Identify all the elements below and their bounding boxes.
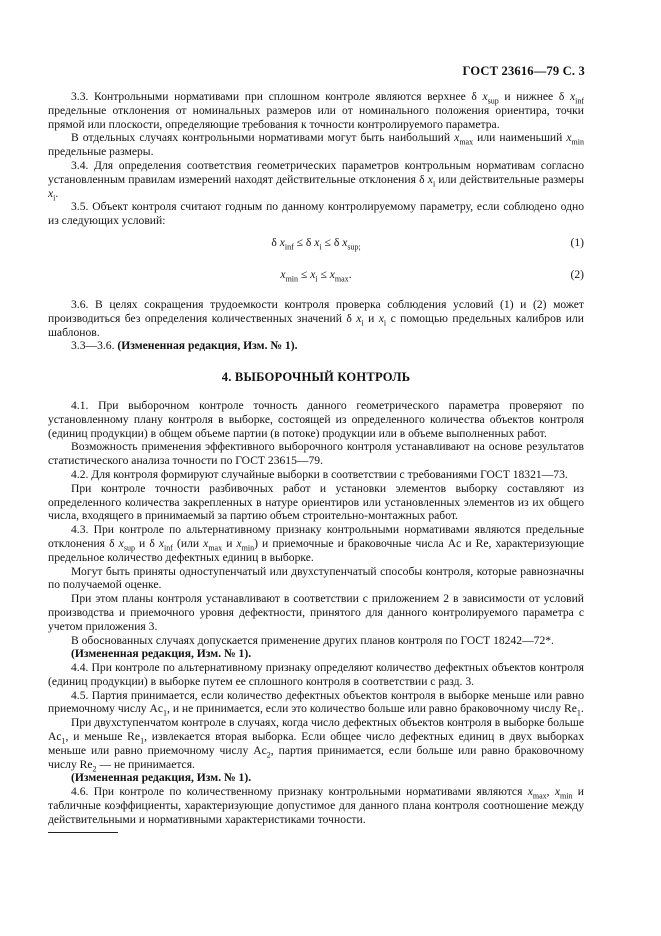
formula-1: δ $x_{inf} \le \delta$ $x_i \le \delta$ $x_{sup;}$ (1): [271, 235, 584, 252]
formula-2: $x_{min} \le x_i \le x_{max}$. (2): [280, 267, 584, 284]
paragraph-4-1: 4.1. При выборочном контроле точность данного геометрического параметра проверяют по установленному плану контроля в выборке, состоящей из определенного количества объектов контроля (единиц продукции) в общем объеме партии (в потоке) продукции или в объеме выполненных работ.: [48, 398, 584, 440]
section-title: 4. ВЫБОРОЧНЫЙ КОНТРОЛЬ: [221, 370, 411, 385]
amendment-note: 3.3—3.6. (Измененная редакция, Изм. № 1).: [71, 339, 298, 353]
formula-number: (2): [570, 267, 584, 281]
paragraph-4-3-other: В обоснованных случаях допускается применение других планов контроля по ГОСТ 18242—72*.: [71, 633, 554, 647]
paragraph-3-5: 3.5. Объект контроля считают годным по данному контролируемому параметру, если соблюдено одно из следующих условий:: [48, 200, 584, 228]
paragraph-4-1-cont: Возможность применения эффективного выборочного контроля устанавливают на основе результатов статистического анализа точности по ГОСТ 23615—79.: [48, 440, 584, 468]
paragraph-4-3-cont: Могут быть приняты одноступенчатый или двухступенчатый способы контроля, которые равнозначны по получаемой оценке.: [48, 564, 584, 592]
document-body: [48, 90, 584, 827]
amendment-note: (Измененная редакция, Изм. № 1).: [71, 647, 252, 661]
paragraph-3-4: 3.4. Для определения соответствия геометрических параметров контрольным нормативам согласно установленным правилам измерений находят действительные отклонения δ $x_i$ или действительные размеры $x_i$.: [48, 158, 584, 202]
paragraph-4-3-plans: При этом планы контроля устанавливают в соответствии с приложением 2 в зависимости от условий производства и приемочного уровня дефектности, принятого для данного контролируемого параметра с учетом приложения 3.: [48, 592, 584, 633]
paragraph-4-6: 4.6. При контроле по количественному признаку контрольными нормативами являются $x_{max}$, $x_{min}$ и табличные коэффициенты, характеризующие допустимое для данного плана контроля соотношение между действительными и нормативными характеристиками точности.: [48, 785, 585, 826]
paragraph-3-6: 3.6. В целях сокращения трудоемкости контроля проверка соблюдения условий (1) и (2) может производиться без определения количественных значений δ $x_i$ и $x_i$ с помощью предельных калибров или шаблонов.: [48, 297, 584, 339]
footnote-divider: [48, 832, 118, 833]
paragraph-3-3-cont: В отдельных случаях контрольными нормативами могут быть наибольший $x_{max}$ или наименьший $x_{min}$ предельные размеры.: [48, 131, 584, 159]
page-header: ГОСТ 23616—79 С. 3: [462, 64, 585, 78]
paragraph-4-5-cont: При двухступенчатом контроле в случаях, когда число дефектных объектов контроля в выборке больше $Ac_1$, и меньше $Re_1$, извлекается вторая выборка. Если общее число дефектных единиц в двух выборках меньше или равно приемочному числу $Ac_2$, партия принимается, если больше или равно браковочному числу $Re_2$ — не принимается.: [48, 716, 584, 773]
paragraph-4-3: 4.3. При контроле по альтернативному признаку контрольными нормативами являются предельные отклонения δ $x_{sup}$ и δ $x_{inf}$ (или $x_{max}$ и $x_{min}$) и приемочные и браковочные числа Ac и Re, характеризующие предельное количество дефектных единиц в выборке.: [48, 523, 584, 564]
paragraph-4-5: 4.5. Партия принимается, если количество дефектных объектов контроля в выборке меньше или равно приемочному числу $Ac_1$, и не принимается, если это количество больше или равно браковочному числу $Re_1$.: [48, 688, 584, 718]
formula-number: (1): [570, 235, 584, 249]
paragraph-3-3: 3.3. Контрольными нормативами при сплошном контроле являются верхнее δ $x_{sup}$ и нижнее δ $x_{inf}$ предельные отклонения от номинальных размеров или от номинального положения ориентира, точки прямой или плоскости, определяющие требования к точности контролируемого параметра.: [48, 90, 584, 131]
paragraph-4-2-cont: При контроле точности разбивочных работ и установки элементов выборку составляют из определенного количества закрепленных в натуре ориентиров или установленных элементов из их общего числа, входящего в принимаемый за партию объем строительно-монтажных работ.: [48, 481, 584, 523]
paragraph-4-4: 4.4. При контроле по альтернативному признаку определяют количество дефектных объектов контроля (единиц продукции) в выборке путем ее сплошного контроля в соответствии с разд. 3.: [48, 661, 584, 688]
paragraph-4-2: 4.2. Для контроля формируют случайные выборки в соответствии с требованиями ГОСТ 18321—73.: [71, 467, 568, 481]
amendment-note: (Измененная редакция, Изм. № 1).: [71, 771, 252, 785]
